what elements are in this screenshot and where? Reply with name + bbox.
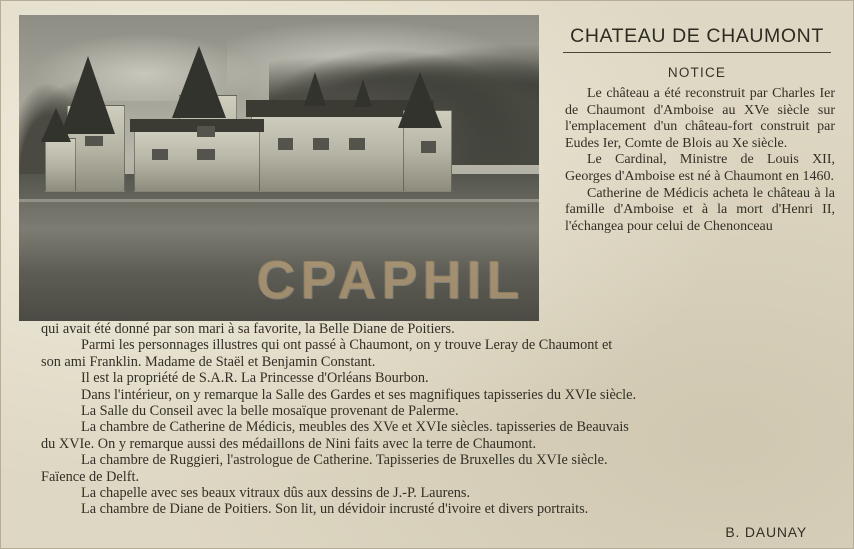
notice-paragraph: Catherine de Médicis acheta le château à la famille d'Amboise et à la mort d'Henri II, l'échangea pour celui de Chenonceau xyxy=(565,185,835,234)
body-line: du XVIe. On y remarque aussi des médaillons de Nini faits avec la terre de Chaumont. xyxy=(41,435,537,452)
castle-spire xyxy=(354,79,372,107)
photo-river xyxy=(19,199,539,321)
castle-window xyxy=(197,126,215,138)
body-line: La chambre de Ruggieri, l'astrologue de Catherine. Tapisseries de Bruxelles du XVIe siècle. xyxy=(81,452,608,469)
body-line: son ami Franklin. Madame de Staël et Benjamin Constant. xyxy=(41,353,376,370)
body-line: Parmi les personnages illustres qui ont passé à Chaumont, on y trouve Leray de Chaumont et xyxy=(81,337,613,354)
photo-waterline xyxy=(19,199,539,202)
body-line: Il est la propriété de S.A.R. La Princesse d'Orléans Bourbon. xyxy=(81,370,429,387)
body-line: La chapelle avec ses beaux vitraux dûs aux dessins de J.-P. Laurens. xyxy=(81,485,471,502)
castle-tower-roof-right xyxy=(398,72,442,128)
castle-turret-left xyxy=(45,138,76,192)
body-text xyxy=(41,321,817,518)
body-line: qui avait été donné par son mari à sa favorite, la Belle Diane de Poitiers. xyxy=(41,321,455,337)
watermark: CPAPHIL xyxy=(256,250,525,310)
castle-window xyxy=(313,138,329,150)
castle-spire xyxy=(304,72,326,106)
castle-tower-roof-center xyxy=(172,46,226,118)
body-line: La chambre de Catherine de Médicis, meubles des XVe et XVIe siècles. tapisseries de Beauvais xyxy=(81,419,629,436)
castle-window xyxy=(197,149,215,161)
notice-paragraph: Le château a été reconstruit par Charles Ier de Chaumont d'Amboise au XVe siècle sur l'emplacement d'un château-fort construit par Eudes Ier, Comte de Blois au Xe siècle. xyxy=(565,86,835,151)
body-line: La Salle du Conseil avec la belle mosaïque provenant de Palerme. xyxy=(81,403,459,420)
notice-paragraph: Le Cardinal, Ministre de Louis XII, Georges d'Amboise est né à Chaumont en 1460. xyxy=(565,152,835,184)
castle-window xyxy=(152,149,168,161)
castle-wing-center xyxy=(134,131,259,193)
castle-window xyxy=(85,136,103,146)
castle-turret-roof-left xyxy=(41,108,71,142)
body-line: Faïence de Delft. xyxy=(41,468,140,485)
notice-column xyxy=(553,25,841,235)
photo-castle xyxy=(45,64,492,193)
body-line: Dans l'intérieur, on y remarque la Salle des Gardes et ses magnifiques tapisseries du XVIe siècle. xyxy=(81,386,637,403)
title-divider xyxy=(563,52,831,53)
castle-window xyxy=(278,138,294,150)
body-line: La chambre de Diane de Poitiers. Son lit, un dévidoir incrusté d'ivoire et divers portraits. xyxy=(81,501,589,518)
notice-heading: NOTICE xyxy=(667,65,727,80)
chateau-photo xyxy=(19,15,539,321)
signature: B. DAUNAY xyxy=(725,524,807,540)
castle-window xyxy=(349,138,365,150)
castle-window xyxy=(421,141,437,153)
page-title: CHATEAU DE CHAUMONT xyxy=(570,25,824,47)
